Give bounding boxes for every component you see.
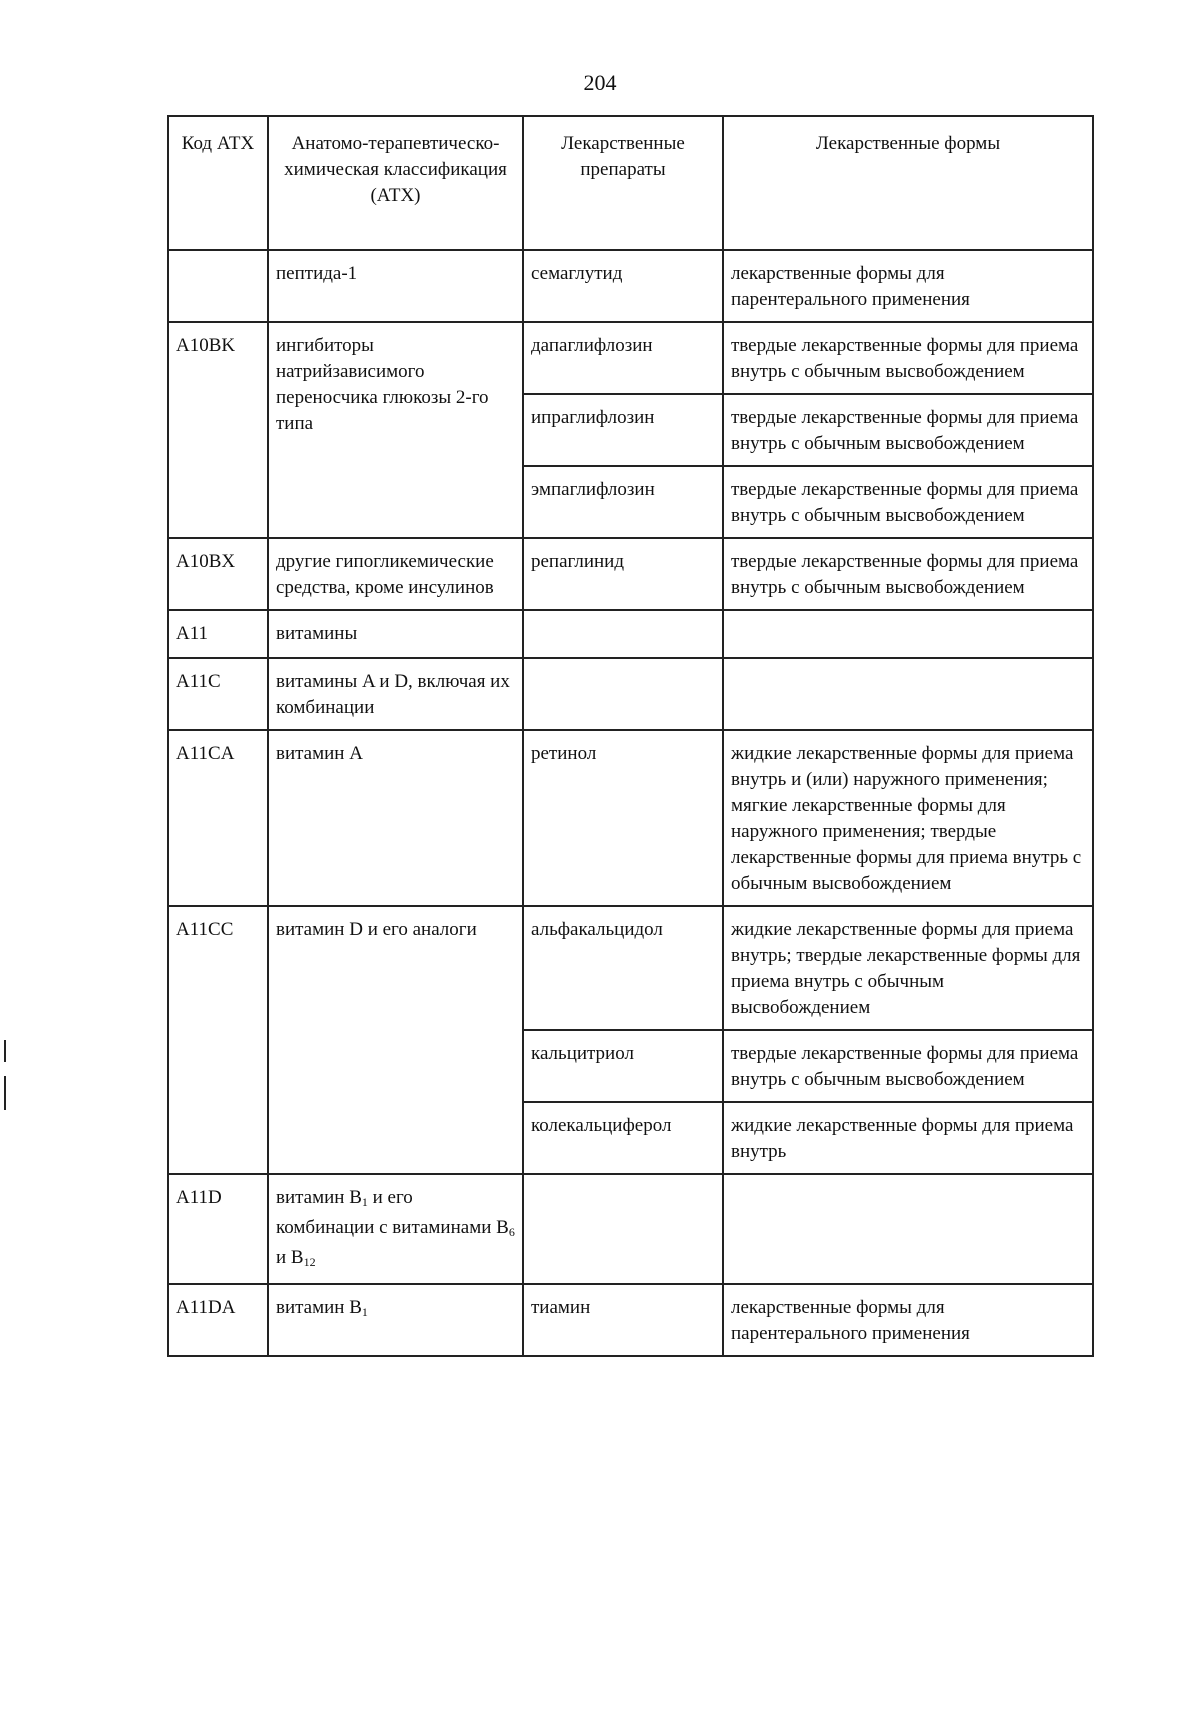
drug-cell: семаглутид — [523, 250, 723, 322]
table-row — [168, 1284, 1093, 1356]
code-cell: A11 — [168, 610, 268, 658]
form-cell: жидкие лекарственные формы для приема внутрь и (или) наружного применения; мягкие лекарственные формы для наружного применения; твердые лекарственные формы для приема внутрь с обычным высвобождением — [723, 730, 1093, 906]
form-cell: твердые лекарственные формы для приема внутрь с обычным высвобождением — [723, 1030, 1093, 1102]
form-cell — [723, 1174, 1093, 1284]
classification-text: и B — [276, 1247, 304, 1268]
subscript: 12 — [303, 1255, 316, 1269]
classification-cell: ингибиторы натрийзависимого переносчика глюкозы 2-го типа — [268, 322, 523, 538]
table-row — [168, 658, 1093, 730]
header-drugs: Лекарственные препараты — [523, 116, 723, 250]
table-row — [168, 322, 1093, 394]
drug-cell: колекальциферол — [523, 1102, 723, 1174]
classification-cell: другие гипогликемические средства, кроме инсулинов — [268, 538, 523, 610]
header-forms: Лекарственные формы — [723, 116, 1093, 250]
classification-cell: пептида-1 — [268, 250, 523, 322]
drug-cell: эмпаглифлозин — [523, 466, 723, 538]
code-cell: A11D — [168, 1174, 268, 1284]
code-cell: A11DA — [168, 1284, 268, 1356]
form-cell: твердые лекарственные формы для приема внутрь с обычным высвобождением — [723, 538, 1093, 610]
classification-text: витамин B — [276, 1187, 362, 1208]
subscript: 1 — [361, 1195, 368, 1209]
drug-cell — [523, 610, 723, 658]
code-cell: A10BX — [168, 538, 268, 610]
drug-cell: репаглинид — [523, 538, 723, 610]
table-row — [168, 906, 1093, 1030]
header-row — [168, 116, 1093, 250]
header-code: Код АТХ — [168, 116, 268, 250]
drug-cell — [523, 658, 723, 730]
classification-cell: витамины — [268, 610, 523, 658]
form-cell: твердые лекарственные формы для приема внутрь с обычным высвобождением — [723, 394, 1093, 466]
table-row — [168, 730, 1093, 906]
subscript: 1 — [361, 1305, 368, 1319]
atx-table — [167, 115, 1094, 1357]
table-row — [168, 250, 1093, 322]
code-cell: A10BK — [168, 322, 268, 538]
table-row — [168, 1174, 1093, 1284]
drug-cell: ипраглифлозин — [523, 394, 723, 466]
classification-cell: витамины A и D, включая их комбинации — [268, 658, 523, 730]
form-cell: жидкие лекарственные формы для приема внутрь; твердые лекарственные формы для приема внутрь с обычным высвобождением — [723, 906, 1093, 1030]
drug-cell: кальцитриол — [523, 1030, 723, 1102]
scan-margin-mark — [4, 1076, 6, 1110]
code-cell: A11CA — [168, 730, 268, 906]
drug-cell: ретинол — [523, 730, 723, 906]
classification-text: витамин B — [276, 1297, 362, 1318]
table-row — [168, 538, 1093, 610]
table-row — [168, 610, 1093, 658]
form-cell: твердые лекарственные формы для приема внутрь с обычным высвобождением — [723, 466, 1093, 538]
form-cell — [723, 610, 1093, 658]
page-number: 204 — [583, 70, 617, 95]
form-cell: твердые лекарственные формы для приема внутрь с обычным высвобождением — [723, 322, 1093, 394]
form-cell: жидкие лекарственные формы для приема внутрь — [723, 1102, 1093, 1174]
classification-cell — [268, 1284, 523, 1356]
classification-text: и его комбинации с витаминами B — [276, 1187, 509, 1238]
form-cell: лекарственные формы для парентерального применения — [723, 1284, 1093, 1356]
drug-cell: дапаглифлозин — [523, 322, 723, 394]
subscript: 6 — [508, 1225, 515, 1239]
classification-cell: витамин A — [268, 730, 523, 906]
code-cell: A11CC — [168, 906, 268, 1174]
scan-margin-mark — [4, 1040, 6, 1062]
form-cell: лекарственные формы для парентерального применения — [723, 250, 1093, 322]
classification-cell: витамин D и его аналоги — [268, 906, 523, 1174]
code-cell — [168, 250, 268, 322]
header-classification: Анатомо-терапевтическо-химическая классификация (АТХ) — [268, 116, 523, 250]
form-cell — [723, 658, 1093, 730]
code-cell: A11C — [168, 658, 268, 730]
drug-cell: тиамин — [523, 1284, 723, 1356]
drug-cell: альфакальцидол — [523, 906, 723, 1030]
drug-cell — [523, 1174, 723, 1284]
classification-cell — [268, 1174, 523, 1284]
